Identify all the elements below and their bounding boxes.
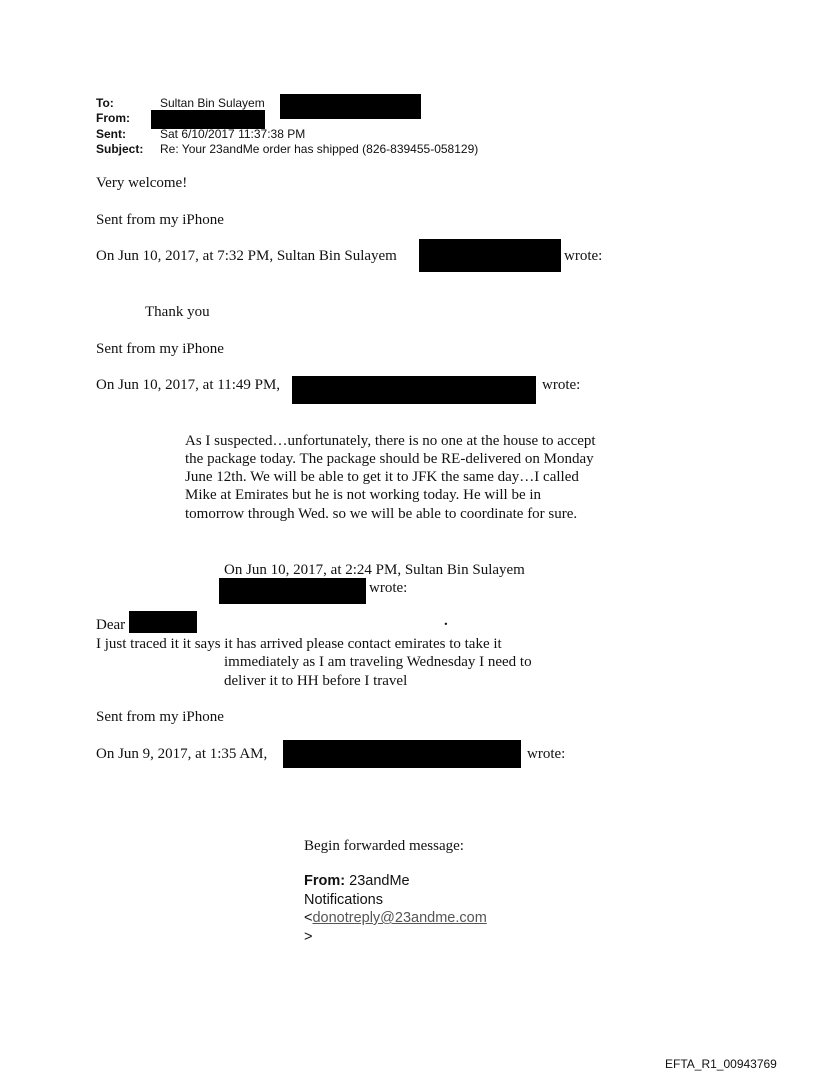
quote-header: On Jun 10, 2017, at 7:32 PM, Sultan Bin Sulayem	[96, 248, 397, 264]
message-line: deliver it to HH before I travel	[224, 673, 408, 689]
thanks-text: Thank you	[145, 304, 210, 320]
quote-header-suffix: wrote:	[542, 377, 581, 393]
signature: Sent from my iPhone	[96, 709, 224, 725]
signature: Sent from my iPhone	[96, 212, 224, 228]
forwarded-from-name-line2: Notifications	[304, 892, 383, 908]
quote-header: On Jun 10, 2017, at 2:24 PM, Sultan Bin Sulayem	[224, 562, 525, 578]
redaction-box	[419, 239, 561, 272]
message-line: June 12th. We will be able to get it to JFK the same day…I called	[185, 469, 579, 485]
quote-header-suffix: wrote:	[564, 248, 603, 264]
document-id: EFTA_R1_00943769	[665, 1057, 777, 1071]
forwarded-from-name: 23andMe	[349, 873, 410, 889]
reply-text: Very welcome!	[96, 175, 188, 191]
redaction-box	[280, 94, 421, 119]
subject-value: Re: Your 23andMe order has shipped (826-839455-058129)	[160, 142, 479, 156]
message-line: I just traced it it says it has arrived please contact emirates to take it	[96, 636, 502, 652]
message-line: tomorrow through Wed. so we will be able to coordinate for sure.	[185, 506, 578, 522]
to-label: To:	[96, 96, 114, 110]
message-line: immediately as I am traveling Wednesday I need to	[224, 654, 532, 670]
redaction-box	[129, 611, 197, 633]
forwarded-label: Begin forwarded message:	[304, 838, 464, 854]
sent-value: Sat 6/10/2017 11:37:38 PM	[160, 127, 306, 141]
quote-header: On Jun 10, 2017, at 11:49 PM,	[96, 377, 281, 393]
signature: Sent from my iPhone	[96, 341, 224, 357]
forwarded-from	[304, 872, 410, 891]
message-line: the package today. The package should be RE-delivered on Monday	[185, 451, 594, 467]
email-open-bracket: <	[304, 910, 313, 926]
email-close-bracket: >	[304, 929, 313, 945]
redaction-box	[219, 578, 366, 604]
redaction-box	[292, 376, 536, 404]
email-link[interactable]: donotreply@23andme.com	[312, 910, 487, 926]
salutation: Dear	[96, 617, 126, 633]
subject-label: Subject:	[96, 142, 144, 156]
salutation-dot: .	[444, 613, 448, 629]
message-line: As I suspected…unfortunately, there is no one at the house to accept	[185, 433, 596, 449]
quote-header-suffix: wrote:	[369, 580, 408, 596]
quote-header: On Jun 9, 2017, at 1:35 AM,	[96, 746, 268, 762]
quote-header-suffix: wrote:	[527, 746, 566, 762]
message-line: Mike at Emirates but he is not working today. He will be in	[185, 487, 542, 503]
sent-label: Sent:	[96, 127, 126, 141]
redaction-box	[283, 740, 521, 768]
forwarded-email-line	[304, 909, 487, 928]
forwarded-from-label: From:	[304, 873, 346, 889]
to-value: Sultan Bin Sulayem	[160, 96, 265, 110]
from-label: From:	[96, 111, 130, 125]
